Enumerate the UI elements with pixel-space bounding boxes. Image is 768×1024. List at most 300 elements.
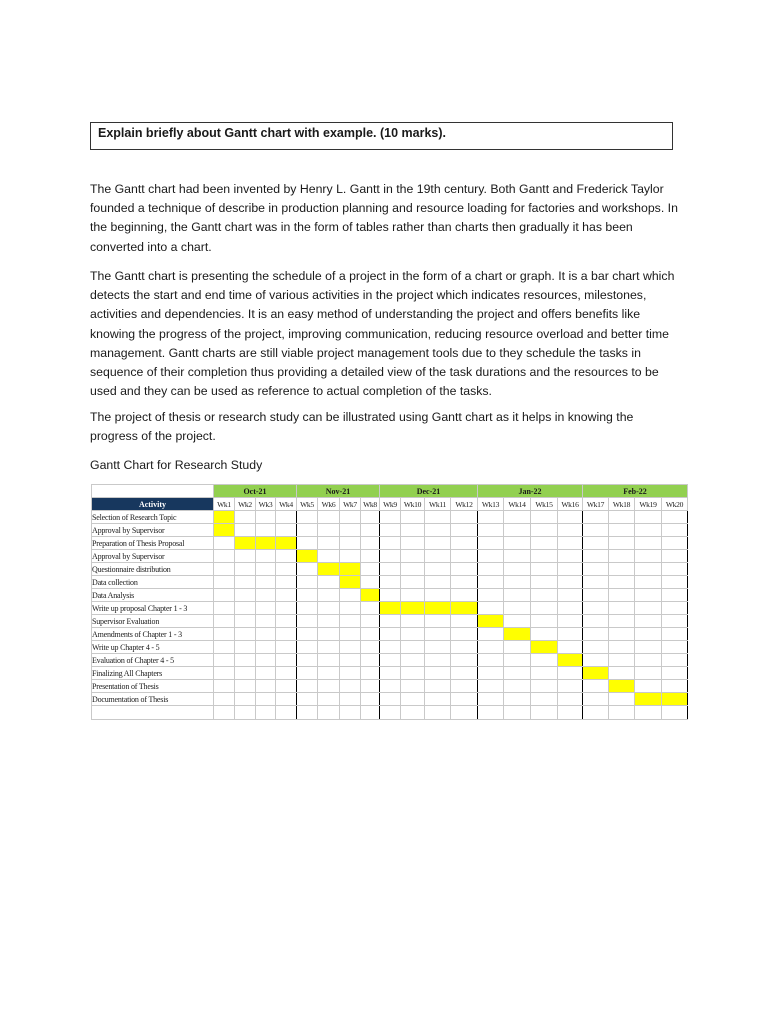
gantt-cell (276, 641, 297, 654)
gantt-cell (451, 680, 478, 693)
gantt-cell (361, 706, 380, 720)
task-row (92, 589, 688, 602)
gantt-cell (235, 667, 256, 680)
gantt-cell (558, 576, 583, 589)
gantt-cell (558, 706, 583, 720)
gantt-bar-segment (425, 602, 451, 615)
gantt-cell (531, 706, 558, 720)
gantt-cell (318, 550, 340, 563)
paragraph-definition: The Gantt chart is presenting the schedule of a project in the form of a chart or graph. It is a bar chart which detects the start and end time of various activities in the project which indicates resources, milestones, activities and dependencies. It is an easy method of understanding the project and offers benefits like knowing the progress of the project, improving communication, reducing resource overload and better time management. Gantt charts are still viable project management tools due to they schedule the tasks in sequence of their completion thus providing a detailed view of the task durations and the resources to be used and they can be used as reference to actual completion of the tasks. (90, 269, 675, 399)
week-header: Wk16 (558, 498, 583, 511)
gantt-cell (235, 511, 256, 524)
gantt-cell (340, 706, 361, 720)
gantt-bar-segment (401, 602, 425, 615)
gantt-cell (318, 706, 340, 720)
gantt-cell (583, 563, 609, 576)
gantt-cell (635, 550, 662, 563)
gantt-cell (380, 615, 401, 628)
month-header: Jan-22 (478, 485, 583, 498)
gantt-cell (609, 550, 635, 563)
gantt-cell (401, 706, 425, 720)
activity-header: Activity (92, 498, 214, 511)
gantt-cell (401, 550, 425, 563)
gantt-cell (635, 524, 662, 537)
question-box (90, 122, 673, 150)
gantt-bar-segment (635, 693, 662, 706)
gantt-cell (297, 615, 318, 628)
gantt-cell (297, 706, 318, 720)
gantt-cell (478, 602, 504, 615)
gantt-bar-segment (256, 537, 276, 550)
gantt-cell (504, 641, 531, 654)
gantt-cell (276, 706, 297, 720)
gantt-cell (401, 628, 425, 641)
gantt-cell (583, 615, 609, 628)
task-name: Finalizing All Chapters (92, 667, 214, 680)
gantt-cell (635, 628, 662, 641)
gantt-cell (276, 667, 297, 680)
gantt-cell (478, 576, 504, 589)
gantt-cell (531, 524, 558, 537)
gantt-cell (662, 615, 688, 628)
week-header: Wk9 (380, 498, 401, 511)
gantt-cell (662, 680, 688, 693)
task-row (92, 654, 688, 667)
gantt-cell (478, 628, 504, 641)
gantt-cell (214, 537, 235, 550)
gantt-cell (451, 628, 478, 641)
gantt-cell (380, 550, 401, 563)
gantt-cell (425, 576, 451, 589)
gantt-cell (609, 602, 635, 615)
gantt-cell (504, 576, 531, 589)
gantt-cell (401, 537, 425, 550)
gantt-cell (340, 524, 361, 537)
gantt-cell (340, 550, 361, 563)
gantt-cell (451, 563, 478, 576)
gantt-cell (256, 693, 276, 706)
gantt-cell (214, 693, 235, 706)
gantt-cell (256, 524, 276, 537)
gantt-cell (531, 667, 558, 680)
gantt-cell (425, 706, 451, 720)
gantt-cell (609, 524, 635, 537)
gantt-cell (276, 563, 297, 576)
gantt-cell (214, 563, 235, 576)
gantt-cell (609, 667, 635, 680)
gantt-cell (361, 641, 380, 654)
gantt-cell (276, 628, 297, 641)
week-header: Wk3 (256, 498, 276, 511)
gantt-cell (297, 628, 318, 641)
gantt-cell (235, 628, 256, 641)
task-name (92, 706, 214, 720)
gantt-cell (256, 589, 276, 602)
gantt-cell (558, 602, 583, 615)
gantt-cell (297, 576, 318, 589)
gantt-cell (635, 641, 662, 654)
gantt-cell (531, 576, 558, 589)
gantt-cell (380, 589, 401, 602)
gantt-cell (425, 524, 451, 537)
gantt-bar-segment (235, 537, 256, 550)
gantt-cell (340, 511, 361, 524)
gantt-cell (662, 706, 688, 720)
gantt-cell (401, 589, 425, 602)
gantt-cell (297, 680, 318, 693)
gantt-bar-segment (558, 654, 583, 667)
gantt-cell (451, 693, 478, 706)
week-header: Wk19 (635, 498, 662, 511)
gantt-cell (276, 615, 297, 628)
gantt-bar-segment (380, 602, 401, 615)
gantt-cell (361, 511, 380, 524)
gantt-cell (297, 641, 318, 654)
gantt-cell (361, 628, 380, 641)
gantt-cell (478, 641, 504, 654)
gantt-cell (276, 589, 297, 602)
gantt-cell (662, 641, 688, 654)
gantt-cell (451, 641, 478, 654)
gantt-bar-segment (504, 628, 531, 641)
month-header: Oct-21 (214, 485, 297, 498)
gantt-cell (558, 550, 583, 563)
gantt-cell (340, 641, 361, 654)
gantt-cell (297, 589, 318, 602)
gantt-cell (478, 680, 504, 693)
gantt-cell (662, 654, 688, 667)
task-name: Data Analysis (92, 589, 214, 602)
gantt-bar-segment (531, 641, 558, 654)
gantt-cell (297, 602, 318, 615)
gantt-cell (401, 576, 425, 589)
gantt-cell (256, 511, 276, 524)
gantt-cell (451, 524, 478, 537)
gantt-cell (361, 667, 380, 680)
gantt-cell (318, 524, 340, 537)
gantt-cell (425, 667, 451, 680)
gantt-cell (635, 615, 662, 628)
task-name: Write up proposal Chapter 1 - 3 (92, 602, 214, 615)
gantt-cell (318, 654, 340, 667)
gantt-cell (609, 641, 635, 654)
gantt-cell (609, 706, 635, 720)
gantt-bar-segment (583, 667, 609, 680)
gantt-cell (401, 680, 425, 693)
task-row (92, 602, 688, 615)
gantt-cell (361, 563, 380, 576)
gantt-cell (635, 706, 662, 720)
corner-cell (92, 485, 214, 498)
gantt-cell (478, 537, 504, 550)
task-row (92, 537, 688, 550)
gantt-cell (340, 654, 361, 667)
question-text: Explain briefly about Gantt chart with example. (10 marks). (98, 126, 447, 140)
gantt-cell (504, 706, 531, 720)
week-header: Wk2 (235, 498, 256, 511)
gantt-cell (504, 550, 531, 563)
gantt-cell (401, 641, 425, 654)
gantt-cell (256, 667, 276, 680)
week-header: Wk4 (276, 498, 297, 511)
gantt-cell (635, 537, 662, 550)
gantt-cell (425, 654, 451, 667)
gantt-cell (401, 524, 425, 537)
task-name: Questionnaire distribution (92, 563, 214, 576)
gantt-cell (531, 693, 558, 706)
gantt-cell (558, 667, 583, 680)
gantt-cell (504, 563, 531, 576)
gantt-cell (531, 537, 558, 550)
gantt-cell (361, 550, 380, 563)
gantt-cell (214, 615, 235, 628)
gantt-cell (318, 641, 340, 654)
gantt-cell (531, 628, 558, 641)
gantt-cell (297, 563, 318, 576)
gantt-cell (609, 537, 635, 550)
gantt-cell (558, 628, 583, 641)
gantt-cell (609, 693, 635, 706)
gantt-cell (635, 576, 662, 589)
gantt-cell (401, 511, 425, 524)
gantt-cell (451, 589, 478, 602)
gantt-cell (361, 680, 380, 693)
gantt-cell (214, 680, 235, 693)
gantt-cell (531, 615, 558, 628)
gantt-cell (235, 680, 256, 693)
week-header: Wk5 (297, 498, 318, 511)
task-row (92, 563, 688, 576)
gantt-cell (276, 511, 297, 524)
gantt-cell (361, 693, 380, 706)
task-row (92, 706, 688, 720)
gantt-cell (504, 602, 531, 615)
gantt-cell (504, 654, 531, 667)
gantt-cell (380, 511, 401, 524)
gantt-cell (478, 693, 504, 706)
gantt-cell (297, 524, 318, 537)
gantt-cell (478, 550, 504, 563)
gantt-cell (662, 576, 688, 589)
gantt-cell (531, 511, 558, 524)
week-header: Wk1 (214, 498, 235, 511)
gantt-cell (235, 589, 256, 602)
gantt-cell (531, 563, 558, 576)
gantt-cell (425, 615, 451, 628)
gantt-bar-segment (318, 563, 340, 576)
gantt-cell (297, 693, 318, 706)
gantt-bar-segment (361, 589, 380, 602)
gantt-cell (276, 524, 297, 537)
task-name: Presentation of Thesis (92, 680, 214, 693)
gantt-cell (558, 524, 583, 537)
task-row (92, 628, 688, 641)
gantt-cell (256, 563, 276, 576)
gantt-cell (504, 537, 531, 550)
gantt-cell (583, 602, 609, 615)
gantt-cell (235, 550, 256, 563)
gantt-cell (478, 589, 504, 602)
gantt-cell (425, 680, 451, 693)
gantt-cell (478, 563, 504, 576)
task-row (92, 576, 688, 589)
task-name: Amendments of Chapter 1 - 3 (92, 628, 214, 641)
gantt-cell (609, 563, 635, 576)
task-name: Evaluation of Chapter 4 - 5 (92, 654, 214, 667)
gantt-cell (662, 589, 688, 602)
gantt-cell (297, 537, 318, 550)
gantt-cell (214, 576, 235, 589)
gantt-cell (504, 524, 531, 537)
gantt-cell (318, 693, 340, 706)
gantt-cell (214, 550, 235, 563)
gantt-cell (340, 615, 361, 628)
gantt-cell (380, 537, 401, 550)
week-header: Wk12 (451, 498, 478, 511)
gantt-cell (235, 693, 256, 706)
week-header: Wk11 (425, 498, 451, 511)
gantt-cell (662, 667, 688, 680)
gantt-bar-segment (214, 524, 235, 537)
paragraph-thesis: The project of thesis or research study can be illustrated using Gantt chart as it helps in knowing the progress of the project. (90, 410, 634, 444)
gantt-cell (380, 641, 401, 654)
gantt-cell (214, 654, 235, 667)
gantt-cell (425, 511, 451, 524)
gantt-cell (276, 576, 297, 589)
gantt-cell (478, 654, 504, 667)
gantt-cell (361, 654, 380, 667)
gantt-cell (340, 602, 361, 615)
gantt-cell (609, 576, 635, 589)
gantt-cell (318, 615, 340, 628)
gantt-cell (256, 680, 276, 693)
gantt-cell (401, 563, 425, 576)
task-name: Supervisor Evaluation (92, 615, 214, 628)
gantt-cell (318, 602, 340, 615)
task-row (92, 550, 688, 563)
paragraph-history: The Gantt chart had been invented by Henry L. Gantt in the 19th century. Both Gantt and Frederick Taylor founded a technique of describe in production planning and resource loading for factories and workshops. In the beginning, the Gantt chart was in the form of tables rather than charts then gradually it has been converted into a chart. (90, 182, 678, 254)
gantt-cell (214, 589, 235, 602)
gantt-cell (380, 576, 401, 589)
gantt-bar-segment (276, 537, 297, 550)
gantt-cell (214, 628, 235, 641)
gantt-cell (635, 654, 662, 667)
gantt-cell (256, 576, 276, 589)
gantt-cell (531, 602, 558, 615)
month-header-row (92, 485, 688, 498)
gantt-bar-segment (609, 680, 635, 693)
gantt-cell (583, 524, 609, 537)
gantt-cell (297, 667, 318, 680)
gantt-cell (451, 615, 478, 628)
gantt-cell (583, 706, 609, 720)
gantt-cell (635, 563, 662, 576)
gantt-cell (235, 524, 256, 537)
gantt-cell (609, 511, 635, 524)
gantt-cell (662, 628, 688, 641)
gantt-cell (635, 511, 662, 524)
task-row (92, 680, 688, 693)
gantt-cell (425, 563, 451, 576)
gantt-cell (635, 667, 662, 680)
gantt-cell (558, 589, 583, 602)
gantt-cell (214, 641, 235, 654)
gantt-cell (318, 628, 340, 641)
gantt-cell (401, 615, 425, 628)
gantt-cell (583, 654, 609, 667)
gantt-cell (558, 641, 583, 654)
gantt-cell (318, 576, 340, 589)
chart-title: Gantt Chart for Research Study (90, 458, 263, 472)
gantt-cell (318, 589, 340, 602)
gantt-cell (478, 524, 504, 537)
gantt-cell (451, 706, 478, 720)
gantt-cell (425, 693, 451, 706)
week-header: Wk14 (504, 498, 531, 511)
gantt-cell (583, 680, 609, 693)
gantt-cell (635, 680, 662, 693)
month-header: Nov-21 (297, 485, 380, 498)
gantt-cell (583, 550, 609, 563)
gantt-cell (425, 589, 451, 602)
gantt-cell (235, 576, 256, 589)
gantt-cell (425, 537, 451, 550)
week-header: Wk17 (583, 498, 609, 511)
gantt-bar-segment (662, 693, 688, 706)
gantt-cell (558, 680, 583, 693)
gantt-cell (635, 589, 662, 602)
gantt-cell (214, 602, 235, 615)
gantt-cell (425, 628, 451, 641)
gantt-cell (583, 537, 609, 550)
gantt-cell (558, 511, 583, 524)
week-header: Wk15 (531, 498, 558, 511)
gantt-cell (531, 654, 558, 667)
task-name: Write up Chapter 4 - 5 (92, 641, 214, 654)
gantt-bar-segment (340, 576, 361, 589)
gantt-bar-segment (340, 563, 361, 576)
gantt-cell (361, 537, 380, 550)
gantt-cell (478, 706, 504, 720)
task-row (92, 667, 688, 680)
week-header: Wk10 (401, 498, 425, 511)
gantt-cell (662, 511, 688, 524)
gantt-cell (425, 550, 451, 563)
gantt-cell (340, 589, 361, 602)
gantt-cell (478, 511, 504, 524)
week-header: Wk8 (361, 498, 380, 511)
gantt-cell (558, 537, 583, 550)
gantt-cell (531, 550, 558, 563)
gantt-cell (340, 693, 361, 706)
gantt-cell (504, 693, 531, 706)
gantt-cell (340, 537, 361, 550)
gantt-cell (318, 537, 340, 550)
task-row (92, 511, 688, 524)
gantt-cell (609, 654, 635, 667)
gantt-cell (401, 693, 425, 706)
month-header: Dec-21 (380, 485, 478, 498)
gantt-cell (583, 628, 609, 641)
gantt-cell (635, 602, 662, 615)
task-name: Selection of Research Topic (92, 511, 214, 524)
gantt-cell (235, 641, 256, 654)
gantt-cell (256, 706, 276, 720)
gantt-cell (214, 667, 235, 680)
gantt-cell (340, 628, 361, 641)
task-row (92, 693, 688, 706)
gantt-cell (451, 654, 478, 667)
